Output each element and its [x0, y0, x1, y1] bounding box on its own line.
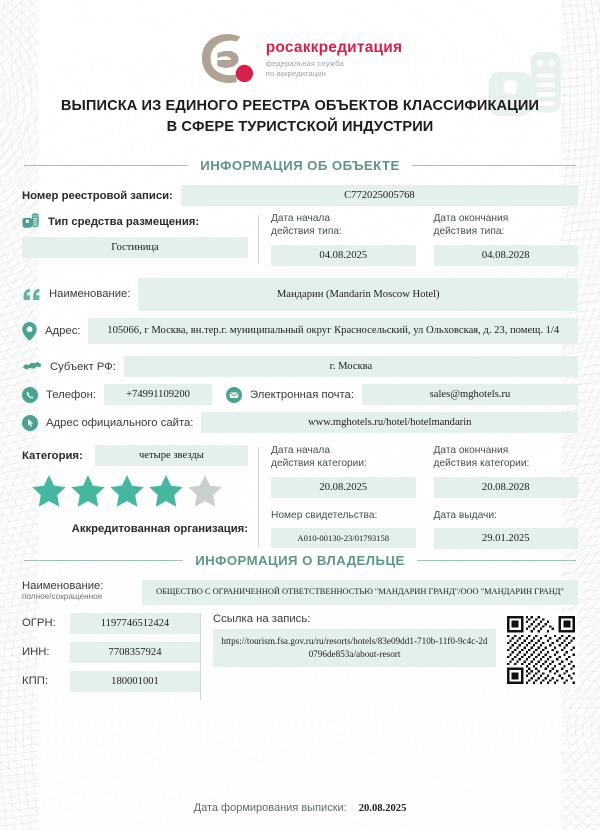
- star-icon-4: [149, 475, 183, 507]
- category-end-value: 20.08.2028: [434, 477, 579, 498]
- website-value: www.mghotels.ru/hotel/hotelmandarin: [201, 412, 578, 433]
- issue-date-value: 29.01.2025: [434, 528, 579, 549]
- logo-subtitle-line2: по аккредитации: [265, 68, 326, 78]
- category-start-label-line1: Дата начала: [271, 445, 331, 457]
- category-start-label-line2: действия категории:: [271, 457, 367, 469]
- ogrn-label: ОГРН:: [22, 617, 56, 630]
- logo-row: [22, 0, 578, 78]
- rosaccreditation-logo-icon: [198, 31, 256, 87]
- owner-name-label: Наименование:: [22, 580, 104, 593]
- region-value: г. Москва: [124, 356, 578, 377]
- category-end-label-line2: действия категории:: [433, 457, 530, 469]
- field-object-name: [22, 278, 578, 311]
- type-start-date-value: 04.08.2025: [271, 245, 416, 266]
- owner-name-sublabel: полное/сокращенное: [22, 592, 103, 602]
- region-label: Субъект РФ:: [50, 360, 116, 373]
- type-start-date-label-line2: действия типа:: [271, 226, 342, 238]
- email-label: Электронная почта:: [250, 388, 354, 401]
- issue-date-label: Дата выдачи:: [433, 509, 497, 521]
- category-start-value: 20.08.2025: [271, 477, 416, 498]
- section-header-owner: [24, 553, 576, 568]
- registry-number-label: Номер реестровой записи:: [22, 189, 173, 202]
- record-link-value[interactable]: https://tourism.fsa.gov.ru/ru/resorts/hotels/83e09dd1-710b-11f0-9c4c-2d0796de853a/about-resort: [221, 635, 488, 659]
- field-ogrn: [22, 613, 200, 634]
- star-rating: [32, 475, 248, 507]
- generation-date-label: Дата формирования выписки:: [193, 802, 347, 814]
- address-label: Адрес:: [45, 325, 81, 338]
- type-end-date-label-line1: Дата окончания: [433, 213, 509, 225]
- accredited-organization-label: Аккредитованная организация:: [71, 523, 248, 536]
- field-type-start-date: [271, 213, 416, 266]
- field-phone-email: [22, 384, 578, 405]
- field-certificate-number: [271, 510, 416, 550]
- cursor-pointer-icon: [22, 415, 38, 431]
- page-title-line1: ВЫПИСКА ИЗ ЕДИНОГО РЕЕСТРА ОБЪЕКТОВ КЛАССИФИКАЦИИ: [60, 98, 540, 114]
- phone-label: Телефон:: [46, 388, 97, 401]
- russia-map-icon: [22, 360, 42, 373]
- website-label: Адрес официального сайта:: [46, 416, 194, 429]
- page-title-line2: В СФЕРЕ ТУРИСТСКОЙ ИНДУСТРИИ: [166, 119, 434, 136]
- ogrn-value: 1197746512424: [70, 613, 200, 634]
- star-icon-2: [71, 475, 105, 507]
- field-address: [22, 318, 578, 344]
- certificate-label: Номер свидетельства:: [271, 509, 378, 521]
- divider-left-owner: [24, 560, 183, 561]
- phone-icon: [22, 387, 38, 403]
- inn-label: ИНН:: [22, 646, 50, 659]
- email-value: sales@mghotels.ru: [362, 384, 578, 405]
- object-name-value: Мандарин (Mandarin Moscow Hotel): [138, 278, 578, 311]
- inn-value: 7708357924: [70, 642, 200, 663]
- object-name-label: Наименование:: [49, 288, 131, 301]
- field-category-end-date: [434, 445, 579, 498]
- section-title-object: ИНФОРМАЦИЯ ОБ ОБЪЕКТЕ: [200, 158, 400, 174]
- field-website: [22, 412, 578, 433]
- type-end-date-label-line2: действия типа:: [433, 226, 505, 238]
- divider-right: [412, 165, 576, 166]
- section-title-owner: ИНФОРМАЦИЯ О ВЛАДЕЛЬЦЕ: [195, 553, 405, 569]
- field-issue-date: [434, 510, 579, 550]
- field-record-link: [200, 613, 496, 700]
- accommodation-type-value: Гостиница: [22, 237, 248, 258]
- kpp-label: КПП:: [22, 675, 48, 688]
- generation-date-value: 20.08.2025: [358, 803, 407, 814]
- category-end-label-line1: Дата окончания: [433, 445, 509, 457]
- type-start-date-label-line1: Дата начала: [271, 213, 331, 225]
- field-registry-number: [22, 185, 578, 206]
- quote-icon: [22, 287, 41, 302]
- footer: [0, 802, 600, 814]
- field-type-end-date: [434, 213, 579, 266]
- record-link-label: Ссылка на запись:: [213, 612, 311, 625]
- field-accommodation-type: [22, 213, 578, 266]
- star-icon-3: [110, 475, 144, 507]
- section-header-object: [24, 158, 576, 173]
- record-qr-code[interactable]: [504, 613, 578, 687]
- kpp-value: 180001001: [70, 671, 200, 692]
- type-end-date-value: 04.08.2028: [434, 245, 579, 266]
- logo-title: росаккредитация: [265, 39, 403, 57]
- category-label: Категория:: [22, 449, 83, 462]
- certificate-value: А010-00130-23/01793158: [271, 528, 416, 548]
- logo-subtitle-line1: федеральная служба: [265, 58, 344, 68]
- field-inn: [22, 642, 200, 663]
- hotel-building-icon: [22, 213, 41, 230]
- star-icon-1: [32, 475, 66, 507]
- accommodation-type-label: Тип средства размещения:: [48, 215, 200, 228]
- field-region: [22, 356, 578, 377]
- field-owner-name: [22, 580, 578, 604]
- star-icon-5: [188, 475, 222, 507]
- category-value: четыре звезды: [95, 445, 248, 466]
- registry-number-value: C772025005768: [181, 185, 578, 206]
- envelope-icon: [226, 387, 242, 403]
- divider-left: [24, 165, 188, 166]
- page-title: [26, 96, 574, 138]
- divider-right-owner: [417, 560, 576, 561]
- vertical-divider: [258, 215, 259, 264]
- field-kpp: [22, 671, 200, 692]
- phone-value: +74991109200: [104, 384, 212, 405]
- map-pin-icon: [22, 322, 37, 341]
- field-category-start-date: [271, 445, 416, 498]
- owner-name-value: ОБЩЕСТВО С ОГРАНИЧЕННОЙ ОТВЕТСТВЕННОСТЬЮ "МАНДАРИН ГРАНД"/ООО "МАНДАРИН ГРАНД": [142, 580, 578, 604]
- address-value: 105066, г Москва, вн.тер.г. муниципальный округ Красносельский, ул Ольховская, д. 23, помещ. 1/4: [88, 318, 578, 344]
